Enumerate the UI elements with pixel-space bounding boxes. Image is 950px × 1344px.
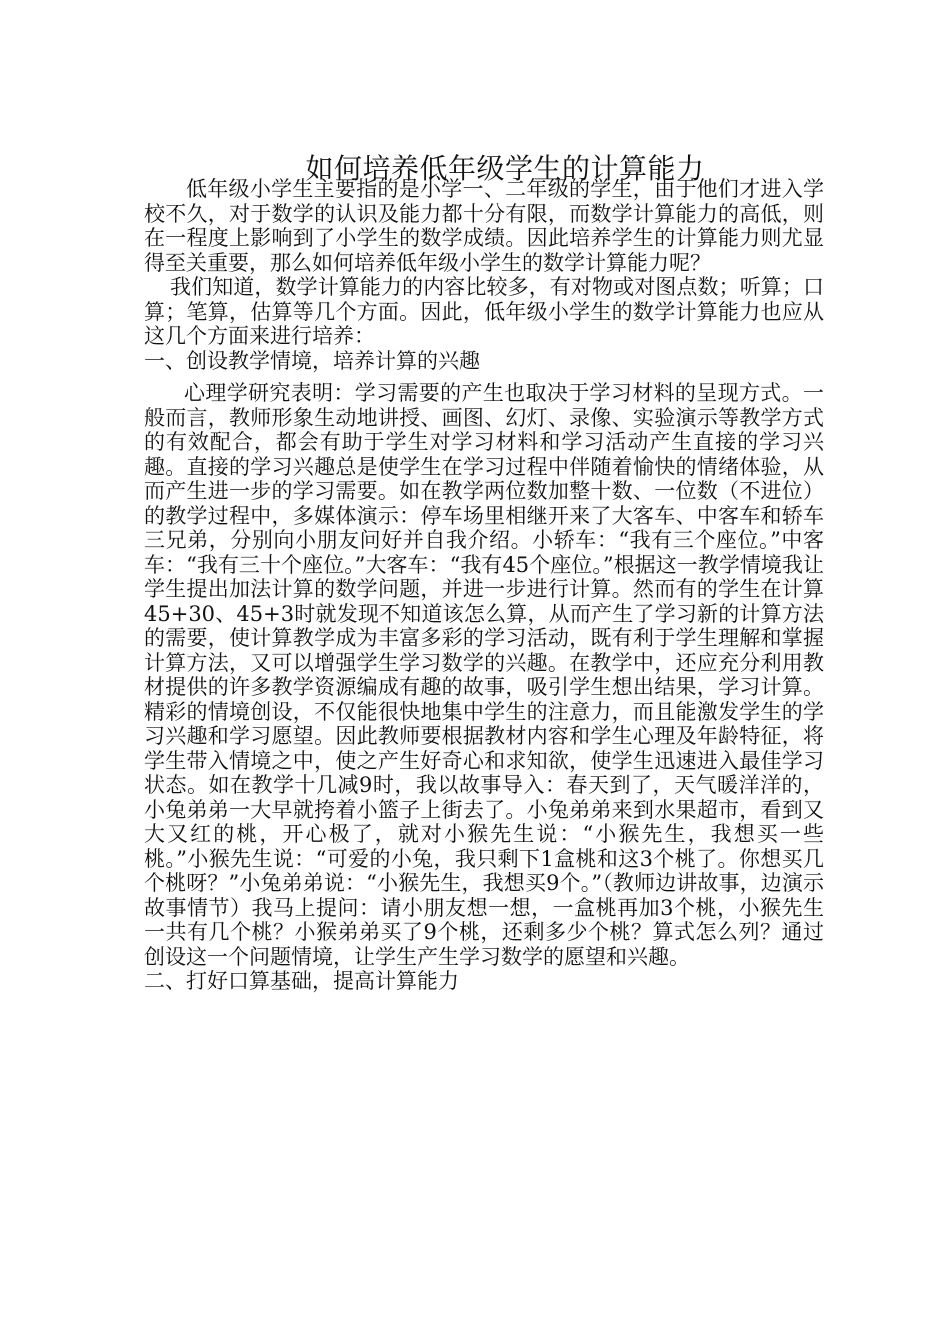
paragraph-section-1: 心理学研究表明：学习需要的产生也取决于学习材料的呈现方式。一般而言，教师形象生动地讲授、画图、幻灯、录像、实验演示等教学方式的有效配合，都会有助于学生对学习材料和学习活动产生直接的学习兴趣。直接的学习兴趣总是使学生在学习过程中伴随着愉快的情绪体验，从而产生进一步的学习需要。如在教学两位数加整十数、一位数（不进位）的教学过程中，多媒体演示：停车场里相继开来了大客车、中客车和轿车三兄弟，分别向小朋友问好并自我介绍。小轿车：“我有三个座位。”中客车：“我有三十个座位。”大客车：“我有45个座位。”根据这一教学情境我让学生提出加法计算的数学问题，并进一步进行计算。然而有的学生在计算45+30、45+3时就发现不知道该怎么算，从而产生了学习新的计算方法的需要，使计算教学成为丰富多彩的学习活动，既有利于学生理解和掌握计算方法，又可以增强学生学习数学的兴趣。在教学中，还应充分利用教材提供的许多教学资源编成有趣的故事，吸引学生想出结果，学习计算。精彩的情境创设，不仅能很快地集中学生的注意力，而且能激发学生的学习兴趣和学习愿望。因此教师要根据教材内容和学生心理及年龄特征，将学生带入情境之中，使之产生好奇心和求知欲，使学生迅速进入最佳学习状态。如在教学十几减9时，我以故事导入：春天到了，天气暖洋洋的，小兔弟弟一大早就挎着小篮子上街去了。小兔弟弟来到水果超市，看到又大又红的桃，开心极了，就对小猴先生说：“小猴先生，我想买一些桃。”小猴先生说：“可爱的小兔，我只剩下1盒桃和这3个桃了。你想买几个桃呀？”小兔弟弟说：“小猴先生，我想买9个。”（教师边讲故事，边演示故事情节）我马上提问：请小朋友想一想，一盒桃再加3个桃，小猴先生一共有几个桃？小猴弟弟买了9个桃，还剩多少个桃？算式怎么列？通过创设这一个问题情境，让学生产生学习数学的愿望和兴趣。 <box>144 381 824 969</box>
section-heading-2: 二、打好口算基础，提高计算能力 <box>144 969 459 993</box>
paragraph-overview: 我们知道，数学计算能力的内容比较多，有对物或对图点数；听算；口算；笔算，估算等几个方面。因此，低年级小学生的数学计算能力也应从这几个方面来进行培养： <box>144 275 824 348</box>
document-title: 如何培养低年级学生的计算能力 <box>305 151 705 185</box>
section-heading-1: 一、创设教学情境，培养计算的兴趣 <box>144 348 480 373</box>
document-body <box>144 177 824 994</box>
section-gap <box>144 373 824 381</box>
paragraph-intro: 低年级小学生主要指的是小学一、二年级的学生，由于他们才进入学校不久，对于数学的认识及能力都十分有限，而数学计算能力的高低，则在一程度上影响到了小学生的数学成绩。因此培养学生的计算能力则尤显得至关重要，那么如何培养低年级小学生的数学计算能力呢？ <box>144 177 824 275</box>
